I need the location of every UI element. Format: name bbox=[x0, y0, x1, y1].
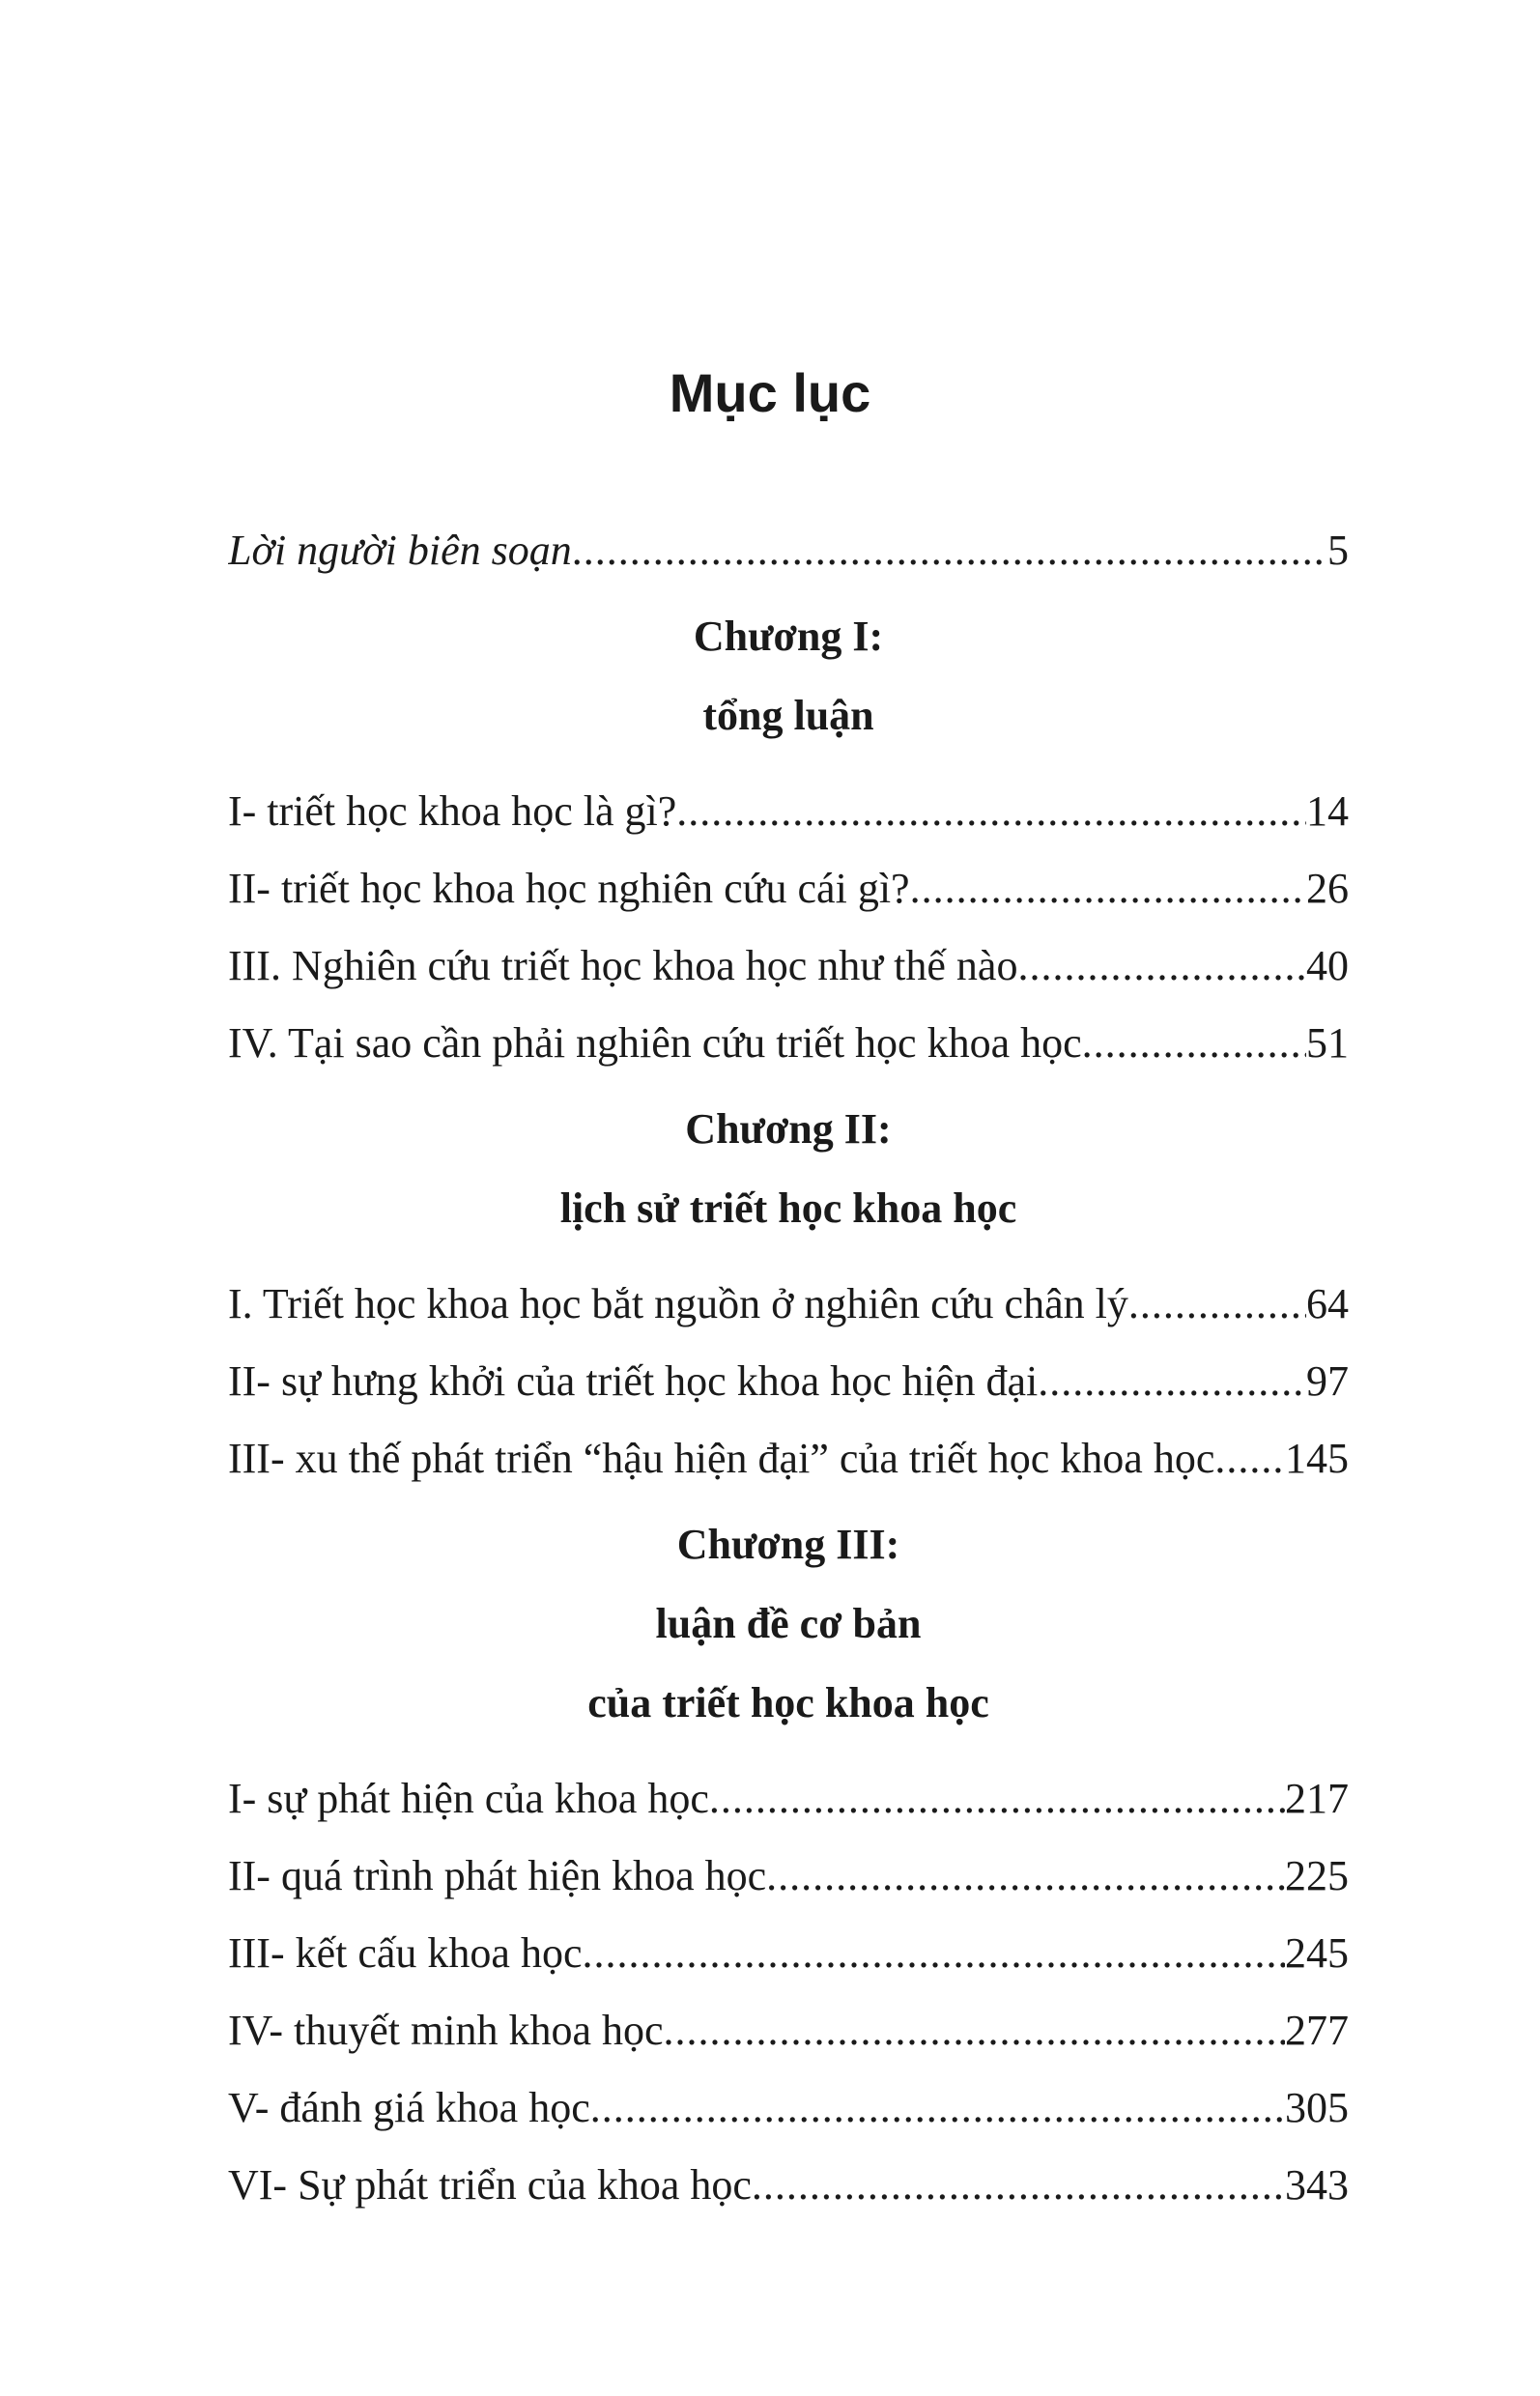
toc-entry-page: 277 bbox=[1285, 2007, 1349, 2054]
chapter-title: luận đề cơ bản bbox=[655, 1600, 922, 1647]
toc-entry-label: IV- thuyết minh khoa học bbox=[228, 2007, 664, 2054]
toc-entry-page: 217 bbox=[1285, 1775, 1349, 1822]
toc-entry bbox=[228, 1992, 1349, 2069]
toc-entry-page: 5 bbox=[1327, 527, 1349, 574]
dot-leader bbox=[1214, 1420, 1285, 1498]
toc-entry bbox=[228, 1838, 1349, 1915]
toc-entry bbox=[228, 2147, 1349, 2224]
dot-leader bbox=[572, 512, 1327, 589]
dot-leader bbox=[709, 1760, 1285, 1838]
dot-leader bbox=[752, 2147, 1285, 2224]
toc-entry bbox=[228, 1420, 1349, 1498]
chapter-title: tổng luận bbox=[702, 692, 874, 739]
toc-entry-page: 245 bbox=[1285, 1929, 1349, 1977]
toc-entry-label: III. Nghiên cứu triết học khoa học như thế nào bbox=[228, 942, 1018, 989]
chapter-heading bbox=[228, 1082, 1349, 1266]
dot-leader bbox=[766, 1838, 1285, 1915]
toc-entry bbox=[228, 1343, 1349, 1420]
table-of-contents bbox=[228, 512, 1349, 2224]
chapter-number: Chương I: bbox=[693, 613, 884, 660]
toc-entry-label: IV. Tại sao cần phải nghiên cứu triết học khoa học bbox=[228, 1019, 1082, 1067]
toc-entry-page: 145 bbox=[1285, 1435, 1349, 1482]
chapter-number: Chương III: bbox=[676, 1521, 900, 1568]
toc-entry-label: Lời người biên soạn bbox=[228, 527, 572, 574]
toc-entry bbox=[228, 1760, 1349, 1838]
dot-leader bbox=[1017, 927, 1306, 1005]
toc-entry bbox=[228, 2069, 1349, 2147]
toc-entry-label: I- sự phát hiện của khoa học bbox=[228, 1775, 709, 1822]
dot-leader bbox=[590, 2069, 1285, 2147]
dot-leader bbox=[910, 850, 1306, 927]
toc-entry bbox=[228, 927, 1349, 1005]
toc-entry-label: I- triết học khoa học là gì? bbox=[228, 787, 677, 835]
dot-leader bbox=[582, 1915, 1285, 1992]
chapter-heading bbox=[228, 589, 1349, 773]
toc-entry-page: 305 bbox=[1285, 2084, 1349, 2131]
dot-leader bbox=[676, 773, 1306, 850]
chapter-title: lịch sử triết học khoa học bbox=[559, 1184, 1017, 1232]
toc-entry bbox=[228, 1266, 1349, 1343]
toc-entry-page: 97 bbox=[1306, 1357, 1349, 1405]
chapter-number: Chương II: bbox=[685, 1105, 892, 1153]
toc-entry-page: 26 bbox=[1306, 865, 1349, 912]
toc-entry-label: I. Triết học khoa học bắt nguồn ở nghiên cứu chân lý bbox=[228, 1280, 1128, 1327]
toc-entry bbox=[228, 850, 1349, 927]
toc-entry-label: III- kết cấu khoa học bbox=[228, 1929, 583, 1977]
dot-leader bbox=[1082, 1005, 1306, 1082]
toc-entry-intro bbox=[228, 512, 1349, 589]
chapter-heading bbox=[228, 1498, 1349, 1760]
toc-entry-label: II- quá trình phát hiện khoa học bbox=[228, 1852, 767, 1899]
page-title: Mục lục bbox=[669, 362, 871, 423]
dot-leader bbox=[1128, 1266, 1306, 1343]
toc-entry-page: 40 bbox=[1306, 942, 1349, 989]
toc-entry-page: 51 bbox=[1306, 1019, 1349, 1067]
toc-entry-label: VI- Sự phát triển của khoa học bbox=[228, 2161, 752, 2209]
toc-entry-page: 64 bbox=[1306, 1280, 1349, 1327]
toc-entry-label: II- sự hưng khởi của triết học khoa học hiện đại bbox=[228, 1357, 1039, 1405]
dot-leader bbox=[1038, 1343, 1306, 1420]
toc-entry-page: 14 bbox=[1306, 787, 1349, 835]
toc-entry bbox=[228, 1005, 1349, 1082]
toc-entry-label: V- đánh giá khoa học bbox=[228, 2084, 590, 2131]
toc-entry bbox=[228, 1915, 1349, 1992]
toc-entry-label: II- triết học khoa học nghiên cứu cái gì? bbox=[228, 865, 910, 912]
toc-entry bbox=[228, 773, 1349, 850]
toc-entry-label: III- xu thế phát triển “hậu hiện đại” của triết học khoa học bbox=[228, 1435, 1215, 1482]
dot-leader bbox=[664, 1992, 1285, 2069]
toc-entry-page: 225 bbox=[1285, 1852, 1349, 1899]
toc-entry-page: 343 bbox=[1285, 2161, 1349, 2209]
chapter-title: của triết học khoa học bbox=[587, 1679, 989, 1726]
